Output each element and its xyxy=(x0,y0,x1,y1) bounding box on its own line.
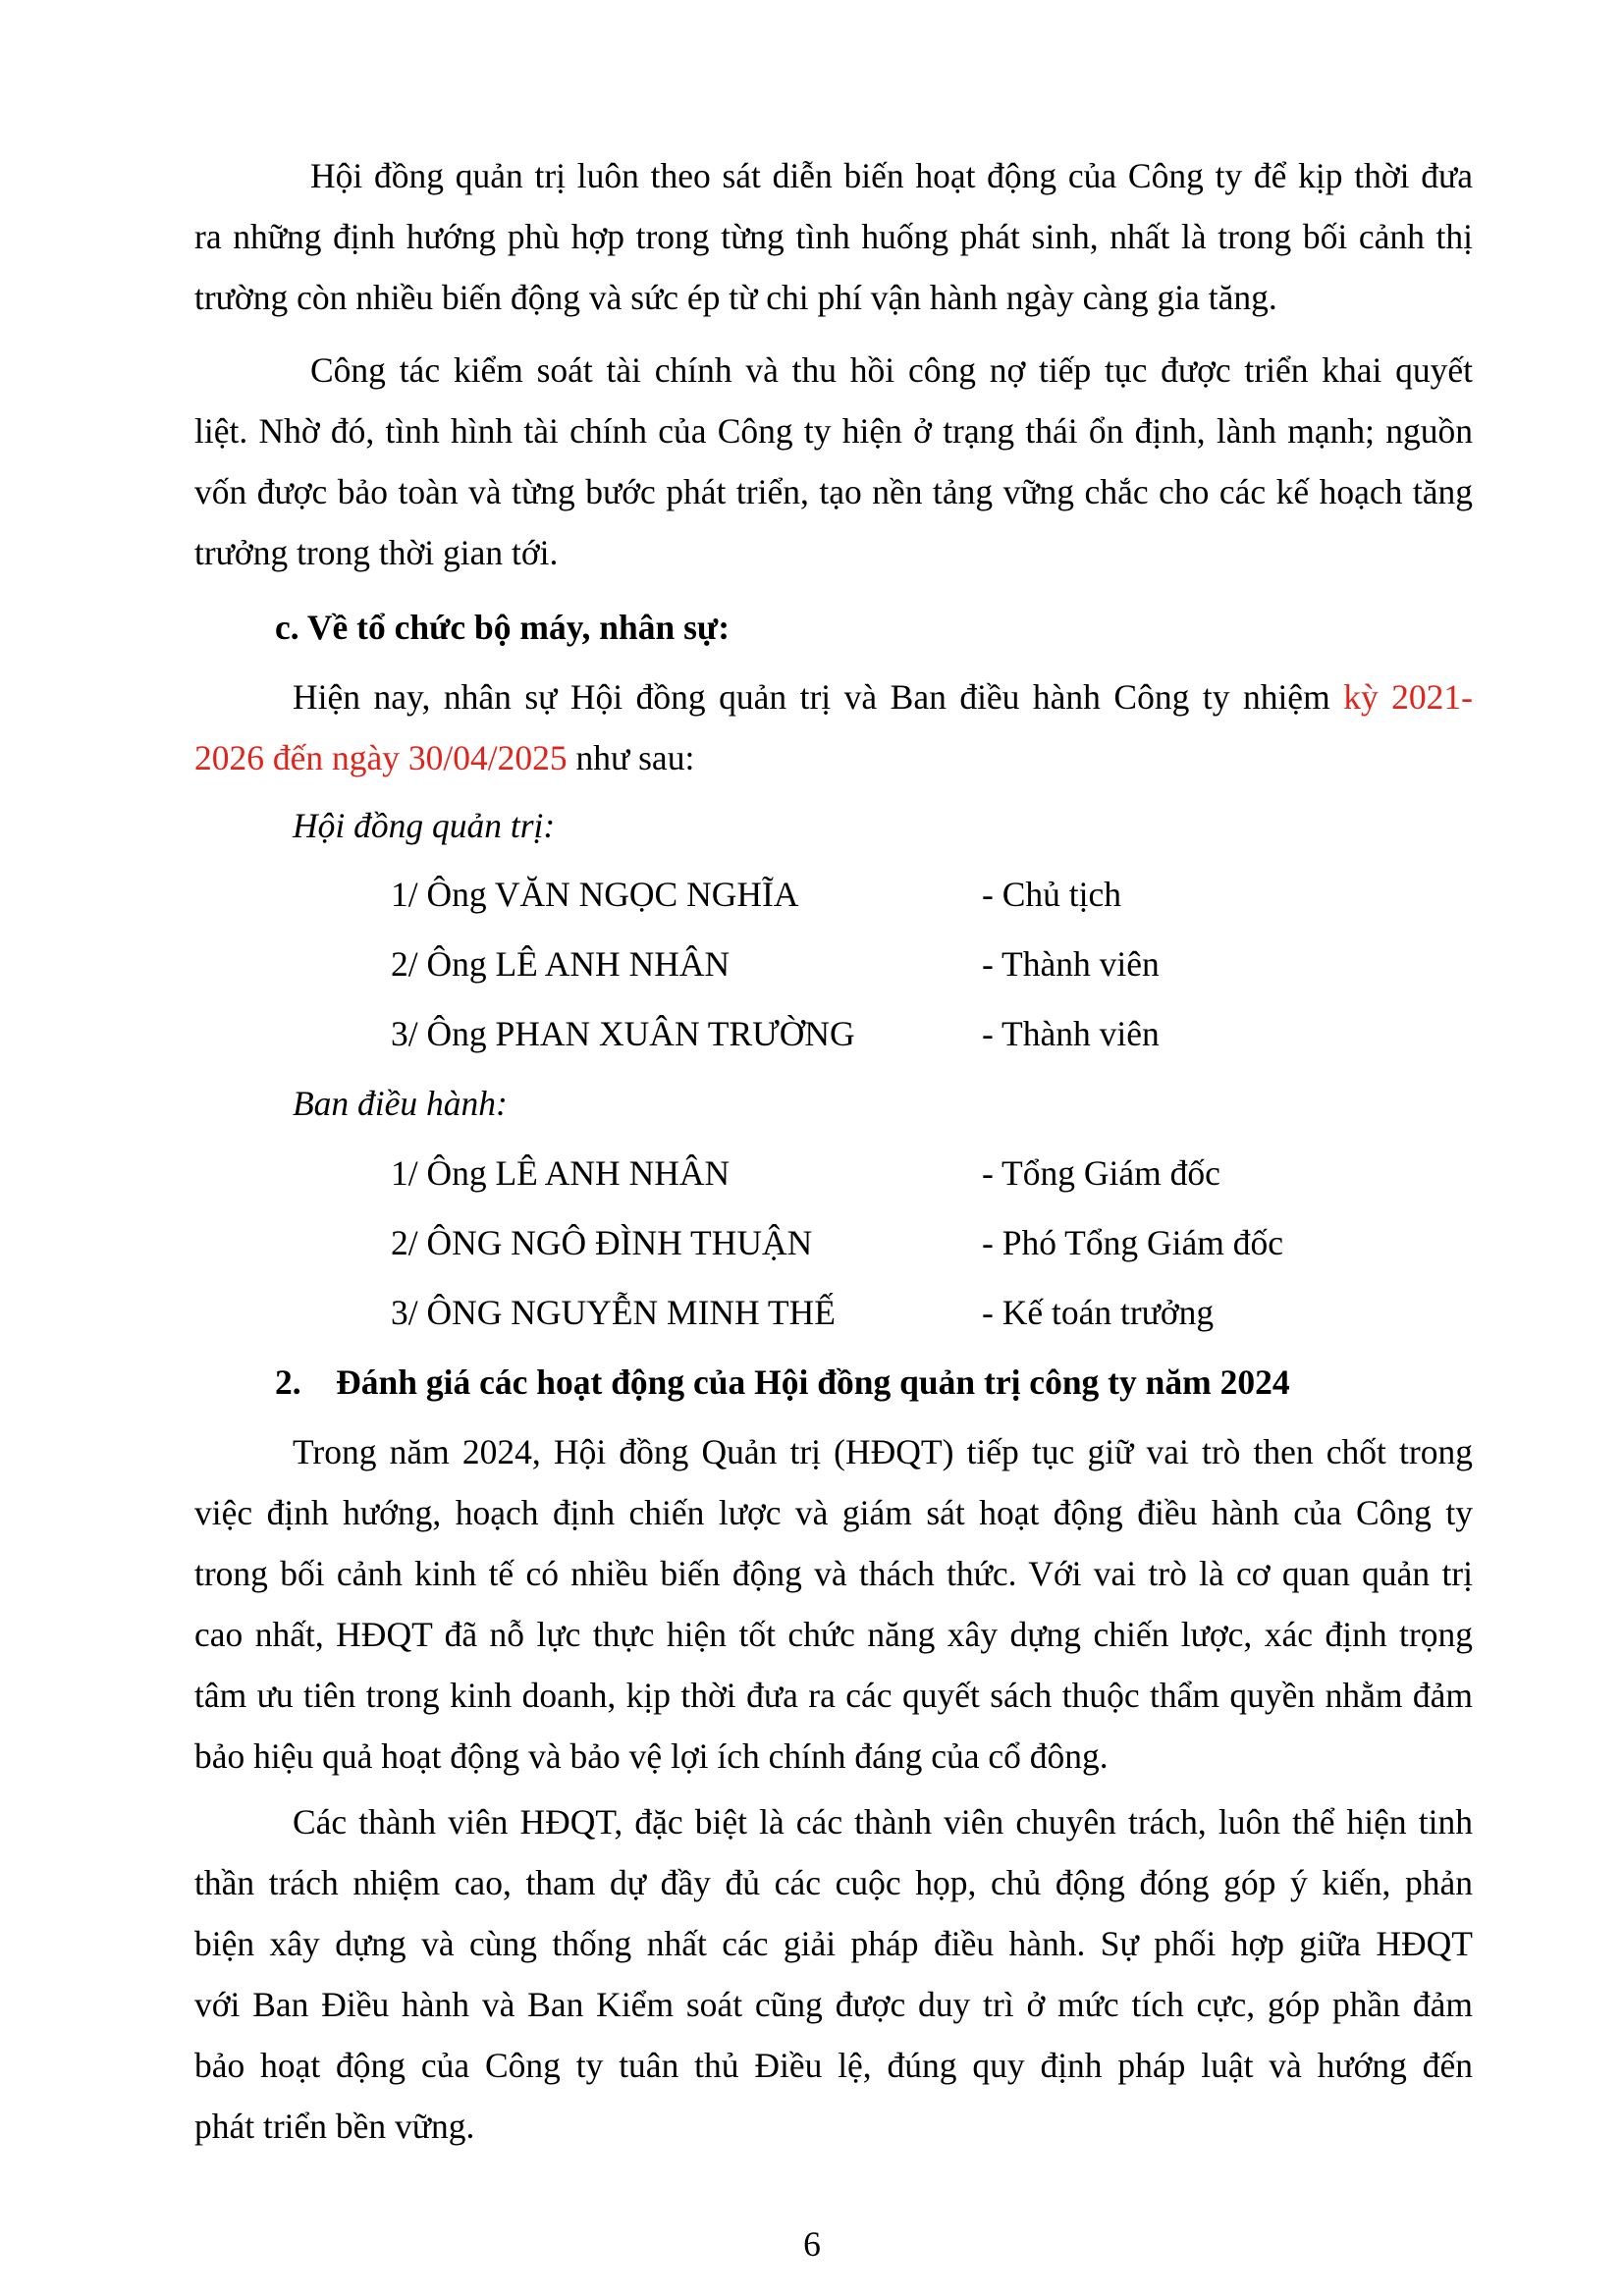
member-name: 3/ Ông PHAN XUÂN TRƯỜNG xyxy=(391,1014,855,1053)
highlighted-term-text: kỳ 2021- xyxy=(1343,677,1474,717)
board-subheading: Hội đồng quản trị: xyxy=(293,806,556,845)
section-heading-c: c. Về tổ chức bộ máy, nhân sự: xyxy=(275,608,731,647)
executive-member-row xyxy=(391,1212,1373,1273)
member-role: - Phó Tổng Giám đốc xyxy=(982,1223,1283,1262)
member-name: 3/ ÔNG NGUYỄN MINH THẾ xyxy=(391,1293,836,1332)
text-line xyxy=(194,667,1473,727)
paragraph-personnel-intro xyxy=(194,667,1473,788)
text-line: liệt. Nhờ đó, tình hình tài chính của Công ty hiện ở trạng thái ổn định, lành mạnh; nguồn xyxy=(194,411,1473,451)
member-role: - Tổng Giám đốc xyxy=(982,1153,1220,1193)
text-line: Trong năm 2024, Hội đồng Quản trị (HĐQT) tiếp tục giữ vai trò then chốt trong xyxy=(293,1432,1473,1471)
text-line: Các thành viên HĐQT, đặc biệt là các thành viên chuyên trách, luôn thể hiện tinh xyxy=(293,1802,1473,1842)
text-line: bảo hiệu quả hoạt động và bảo vệ lợi ích chính đáng của cổ đông. xyxy=(194,1736,1109,1776)
member-role: - Thành viên xyxy=(982,944,1160,984)
member-name: 2/ ÔNG NGÔ ĐÌNH THUẬN xyxy=(391,1223,813,1262)
member-name: 1/ Ông VĂN NGỌC NGHĨA xyxy=(391,875,799,914)
member-role: - Kế toán trưởng xyxy=(982,1293,1215,1332)
text-span: như sau: xyxy=(567,738,695,777)
executive-member-row xyxy=(391,1143,1373,1203)
text-line xyxy=(194,727,1473,788)
section-heading-2: 2. Đánh giá các hoạt động của Hội đồng quản trị công ty năm 2024 xyxy=(275,1362,1290,1402)
board-member-row xyxy=(391,864,1373,925)
text-line: việc định hướng, hoạch định chiến lược và giám sát hoạt động điều hành của Công ty xyxy=(194,1493,1473,1532)
text-line: ra những định hướng phù hợp trong từng tình huống phát sinh, nhất là trong bối cảnh thị xyxy=(194,217,1473,256)
text-line: vốn được bảo toàn và từng bước phát triển, tạo nền tảng vững chắc cho các kế hoạch tăng xyxy=(194,472,1473,511)
paragraph-board-members xyxy=(194,1791,1473,2157)
paragraph-financial-control xyxy=(194,340,1473,583)
member-role: - Thành viên xyxy=(982,1014,1160,1053)
paragraph-board-evaluation xyxy=(194,1421,1473,1787)
text-line: thần trách nhiệm cao, tham dự đầy đủ các cuộc họp, chủ động đóng góp ý kiến, phản xyxy=(194,1863,1473,1902)
text-line: với Ban Điều hành và Ban Kiểm soát cũng được duy trì ở mức tích cực, góp phần đảm xyxy=(194,1985,1473,2024)
member-role: - Chủ tịch xyxy=(982,875,1121,914)
text-line: trường còn nhiều biến động và sức ép từ chi phí vận hành ngày càng gia tăng. xyxy=(194,278,1277,317)
text-line: trưởng trong thời gian tới. xyxy=(194,533,559,572)
text-line: Hội đồng quản trị luôn theo sát diễn biến hoạt động của Công ty để kịp thời đưa xyxy=(310,156,1473,195)
member-name: 1/ Ông LÊ ANH NHÂN xyxy=(391,1153,731,1193)
paragraph-board-oversight xyxy=(194,145,1473,328)
board-member-row xyxy=(391,1003,1373,1064)
text-line: phát triển bền vững. xyxy=(194,2107,475,2146)
executive-member-row xyxy=(391,1282,1373,1343)
text-line: trong bối cảnh kinh tế có nhiều biến động và thách thức. Với vai trò là cơ quan quản trị xyxy=(194,1554,1473,1593)
page-number: 6 xyxy=(803,2224,821,2264)
member-name: 2/ Ông LÊ ANH NHÂN xyxy=(391,944,731,984)
text-span: Hiện nay, nhân sự Hội đồng quản trị và Ban điều hành Công ty nhiệm xyxy=(293,677,1344,717)
text-line: Công tác kiểm soát tài chính và thu hồi công nợ tiếp tục được triển khai quyết xyxy=(310,350,1473,390)
text-line: tâm ưu tiên trong kinh doanh, kịp thời đưa ra các quyết sách thuộc thẩm quyền nhằm đảm xyxy=(194,1676,1473,1715)
text-line: bảo hoạt động của Công ty tuân thủ Điều lệ, đúng quy định pháp luật và hướng đến xyxy=(194,2046,1473,2085)
board-member-row xyxy=(391,934,1373,994)
executive-subheading: Ban điều hành: xyxy=(293,1084,508,1123)
highlighted-date-text: 2026 đến ngày 30/04/2025 xyxy=(194,738,568,777)
text-line: cao nhất, HĐQT đã nỗ lực thực hiện tốt chức năng xây dựng chiến lược, xác định trọng xyxy=(194,1615,1473,1654)
text-line: biện xây dựng và cùng thống nhất các giải pháp điều hành. Sự phối hợp giữa HĐQT xyxy=(194,1924,1473,1963)
